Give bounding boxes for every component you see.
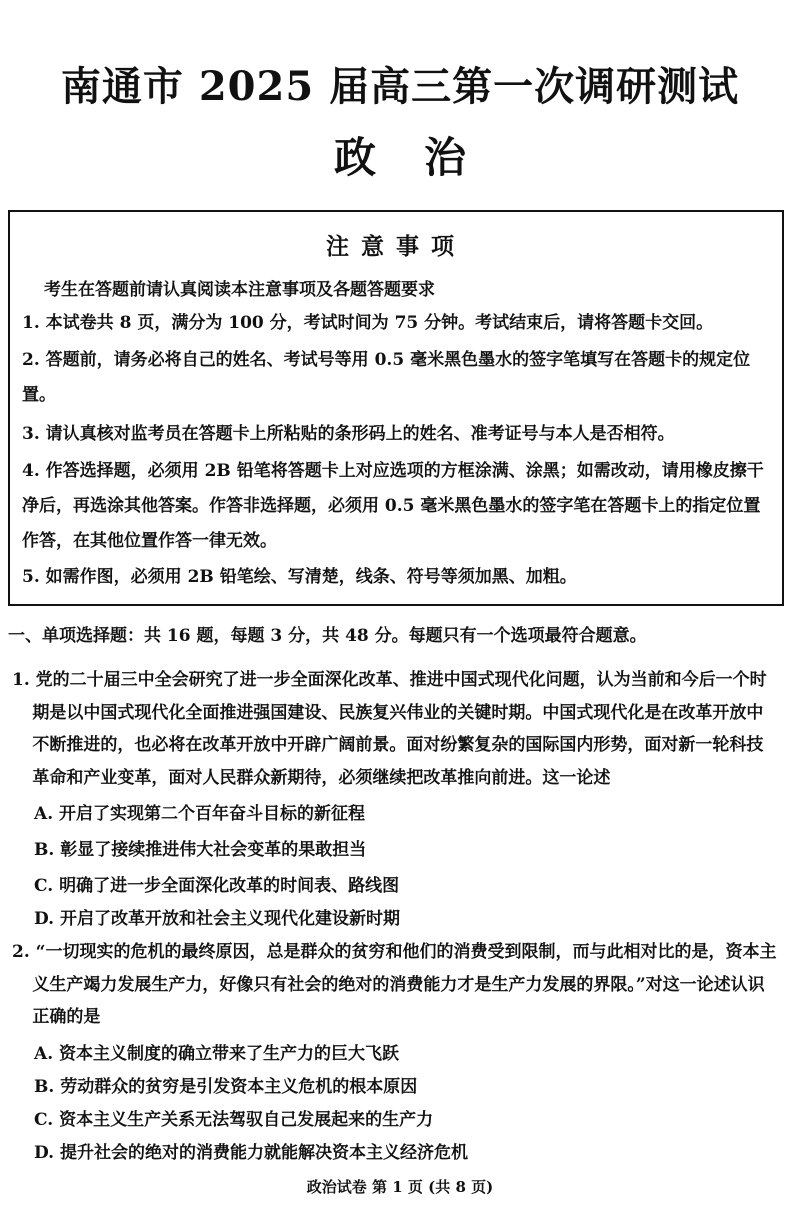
notice-item-4: 4. 作答选择题，必须用 2B 铅笔将答题卡上对应选项的方框涂满、涂黑；如需改动，请用橡皮擦干净后，再选涂其他答案。作答非选择题，必须用 0.5 毫米黑色墨水的签字笔在答题卡上的指定位置作答，在其他位置作答一律无效。 xyxy=(22,461,764,551)
question-1-option-c: C. 明确了进一步全面深化改革的时间表、路线图 xyxy=(34,876,400,896)
question-1-option-d: D. 开启了改革开放和社会主义现代化建设新时期 xyxy=(34,909,400,929)
notice-box xyxy=(8,210,784,606)
question-2-option-a: A. 资本主义制度的确立带来了生产力的巨大飞跃 xyxy=(34,1044,400,1064)
question-2-stem: 2. “一切现实的危机的最终原因，总是群众的贫穷和他们的消费受到限制，而与此相对比的是，资本主义生产竭力发展生产力，好像只有社会的绝对的消费能力才是生产力发展的界限。”对这一论述认识正确的是 xyxy=(12,942,777,1027)
notice-item-1: 1. 本试卷共 8 页，满分为 100 分，考试时间为 75 分钟。考试结束后，请将答题卡交回。 xyxy=(22,313,714,333)
question-2-option-d: D. 提升社会的绝对的消费能力就能解决资本主义经济危机 xyxy=(34,1143,468,1163)
question-1-stem: 1. 党的二十届三中全会研究了进一步全面深化改革、推进中国式现代化问题，认为当前和今后一个时期是以中国式现代化全面推进强国建设、民族复兴伟业的关键时期。中国式现代化是在改革开放中不断推进的，也必将在改革开放中开辟广阔前景。面对纷繁复杂的国际国内形势，面对新一轮科技革命和产业变革，面对人民群众新期待，必须继续把改革推向前进。这一论述 xyxy=(12,670,767,788)
notice-item-3: 3. 请认真核对监考员在答题卡上所粘贴的条形码上的姓名、准考证号与本人是否相符。 xyxy=(22,424,675,444)
question-1-option-a: A. 开启了实现第二个百年奋斗目标的新征程 xyxy=(34,804,366,824)
question-2-option-b: B. 劳动群众的贫穷是引发资本主义危机的根本原因 xyxy=(34,1077,418,1097)
page-footer: 政治试卷 第 1 页 (共 8 页) xyxy=(306,1178,494,1196)
notice-item-2: 2. 答题前，请务必将自己的姓名、考试号等用 0.5 毫米黑色墨水的签字笔填写在答题卡的规定位置。 xyxy=(22,350,751,405)
question-1-option-b: B. 彰显了接续推进伟大社会变革的果敢担当 xyxy=(34,840,367,860)
section-heading: 一、单项选择题：共 16 题，每题 3 分，共 48 分。每题只有一个选项最符合题意。 xyxy=(8,626,647,646)
subject-title: 政治 xyxy=(333,133,514,182)
notice-item-5: 5. 如需作图，必须用 2B 铅笔绘、写清楚，线条、符号等须加黑、加粗。 xyxy=(22,567,577,587)
question-2-option-c: C. 资本主义生产关系无法驾驭自己发展起来的生产力 xyxy=(34,1110,434,1130)
notice-subtitle: 考生在答题前请认真阅读本注意事项及各题答题要求 xyxy=(44,280,435,300)
exam-title: 南通市 2025 届高三第一次调研测试 xyxy=(60,63,740,110)
notice-title: 注意事项 xyxy=(326,233,466,260)
